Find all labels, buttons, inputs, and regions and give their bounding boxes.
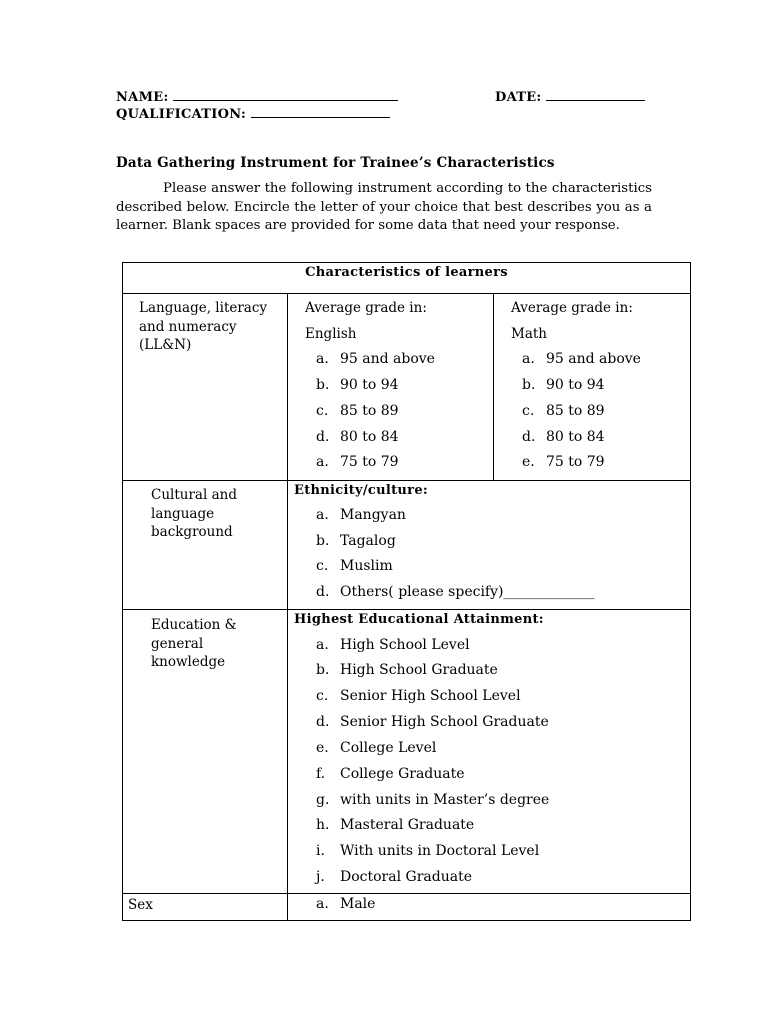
date-field — [495, 88, 645, 105]
math-option[interactable]: e. 75 to 79 — [522, 454, 605, 470]
education-heading: Highest Educational Attainment: — [294, 612, 544, 627]
row-label-education: Education & general knowledge — [151, 617, 237, 670]
education-option[interactable]: b. High School Graduate — [316, 662, 498, 678]
math-subject: Math — [511, 326, 547, 342]
date-blank[interactable] — [546, 88, 645, 101]
table-rule — [122, 893, 691, 894]
table-rule — [122, 293, 691, 294]
culture-option[interactable]: b. Tagalog — [316, 533, 396, 549]
math-option[interactable]: b. 90 to 94 — [522, 377, 605, 393]
table-border-bottom — [122, 920, 691, 921]
math-option[interactable]: a. 95 and above — [522, 351, 641, 367]
education-option[interactable]: i. With units in Doctoral Level — [316, 843, 540, 859]
education-option[interactable]: g. with units in Master’s degree — [316, 792, 550, 808]
row-label-culture: Cultural and language background — [151, 487, 237, 540]
date-label: DATE: — [495, 90, 542, 105]
qualification-blank[interactable] — [251, 105, 390, 118]
qualification-label: QUALIFICATION: — [116, 107, 247, 122]
qualification-field — [116, 105, 390, 122]
math-option[interactable]: c. 85 to 89 — [522, 403, 605, 419]
english-option[interactable]: b. 90 to 94 — [316, 377, 399, 393]
table-heading: Characteristics of learners — [305, 265, 508, 280]
english-head: Average grade in: — [305, 300, 427, 316]
math-option[interactable]: d. 80 to 84 — [522, 429, 605, 445]
sex-option[interactable]: a. Male — [316, 896, 376, 912]
education-option[interactable]: d. Senior High School Graduate — [316, 714, 549, 730]
culture-option[interactable]: a. Mangyan — [316, 507, 406, 523]
table-border-left — [122, 262, 123, 921]
english-option[interactable]: a. 75 to 79 — [316, 454, 399, 470]
table-rule — [122, 480, 691, 481]
table-border-right — [690, 262, 691, 921]
education-option[interactable]: c. Senior High School Level — [316, 688, 521, 704]
document-title: Data Gathering Instrument for Trainee’s Characteristics — [116, 155, 555, 171]
english-option[interactable]: d. 80 to 84 — [316, 429, 399, 445]
name-label: NAME: — [116, 90, 169, 105]
culture-heading: Ethnicity/culture: — [294, 483, 428, 498]
education-option[interactable]: j. Doctoral Graduate — [316, 869, 472, 885]
math-head: Average grade in: — [511, 300, 633, 316]
table-column-divider — [493, 293, 494, 480]
education-option[interactable]: h. Masteral Graduate — [316, 817, 475, 833]
row-label-sex: Sex — [128, 897, 153, 913]
instructions-text: Please answer the following instrument according to the characteristics described below. Encircle the letter of your choice that best describes you as a learner. Blank spaces are provided for some data that need your response. — [116, 181, 652, 233]
name-blank[interactable] — [173, 88, 398, 101]
culture-option[interactable]: d. Others( please specify)_____________ — [316, 584, 595, 600]
education-option[interactable]: f. College Graduate — [316, 766, 465, 782]
name-field — [116, 88, 398, 105]
english-option[interactable]: a. 95 and above — [316, 351, 435, 367]
education-option[interactable]: a. High School Level — [316, 637, 470, 653]
english-subject: English — [305, 326, 357, 342]
culture-option[interactable]: c. Muslim — [316, 558, 393, 574]
table-border-top — [122, 262, 691, 263]
row-label-llnr: Language, literacy and numeracy (LL&N) — [139, 300, 268, 353]
table-rule — [122, 609, 691, 610]
english-option[interactable]: c. 85 to 89 — [316, 403, 399, 419]
instructions — [116, 180, 652, 236]
table-column-divider — [287, 293, 288, 921]
education-option[interactable]: e. College Level — [316, 740, 437, 756]
